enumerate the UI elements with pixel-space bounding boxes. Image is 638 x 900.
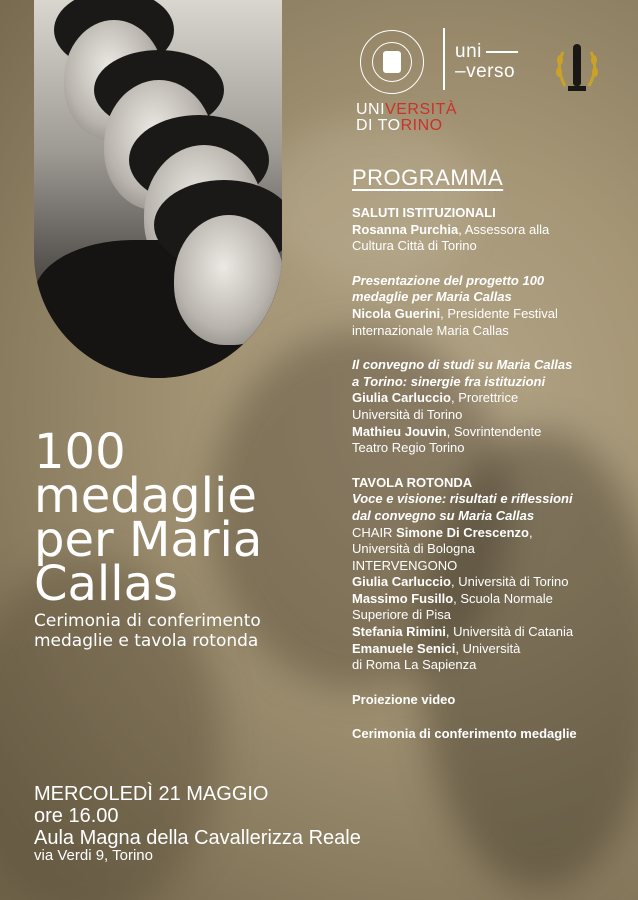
universo-logo: uni –verso [455,42,518,82]
program-item-saluti: SALUTI ISTITUZIONALI Rosanna Purchia, Assessora alla Cultura Città di Torino [352,205,550,254]
university-name: UNIVERSITÀ DI TORINO [356,101,458,134]
program-item-cerimonia: Cerimonia di conferimento medaglie [352,726,577,742]
program-list [352,165,620,761]
program-item-tavola-rotonda: TAVOLA ROTONDA Voce e visione: risultati e riflessioni dal convegno su Maria Callas CHAIR Simone Di Crescenzo, Università di Bologna INTERVENGONO Giulia Carluccio, Università di Torino Massimo Fusillo, Scuola Normale Superiore di Pisa Stefania Rimini, Università di Catania Emanuele Senici, Università di Roma La Sapienza [352,475,620,674]
event-date: MERCOLEDÌ 21 MAGGIO [34,783,269,805]
speaker: Emanuele Senici, Università [352,640,521,656]
program-item-proiezione: Proiezione video [352,691,456,707]
event-time: ore 16.00 [34,805,119,827]
university-logo [356,30,458,134]
speaker: Giulia Carluccio, Università di Torino [352,574,569,590]
program-item-presentazione: Presentazione del progetto 100 medaglie per Maria Callas Nicola Guerini, Presidente Festival internazionale Maria Callas [352,272,558,338]
speaker: Stefania Rimini, Università di Catania [352,624,574,640]
program-item-convegno: Il convegno di studi su Maria Callas a Torino: sinergie fra istituzioni Giulia Carluccio, Prorettrice Università di Torino Mathieu Jouvin, Sovrintendente Teatro Regio Torino [352,357,573,456]
event-address: via Verdi 9, Torino [34,847,153,864]
event-subtitle: Cerimonia di conferimento medaglie e tavola rotonda [34,611,261,651]
laurel-medal-icon [553,42,601,96]
event-venue: Aula Magna della Cavallerizza Reale [34,827,361,849]
event-datetime [34,783,361,849]
university-seal-icon [360,30,424,94]
portrait-photo [34,0,282,378]
event-title: 100 medaglie per Maria Callas [34,424,263,612]
logo-divider [443,28,445,90]
speaker: Massimo Fusillo, Scuola Normale [352,590,553,606]
program-heading: PROGRAMMA [352,165,504,190]
